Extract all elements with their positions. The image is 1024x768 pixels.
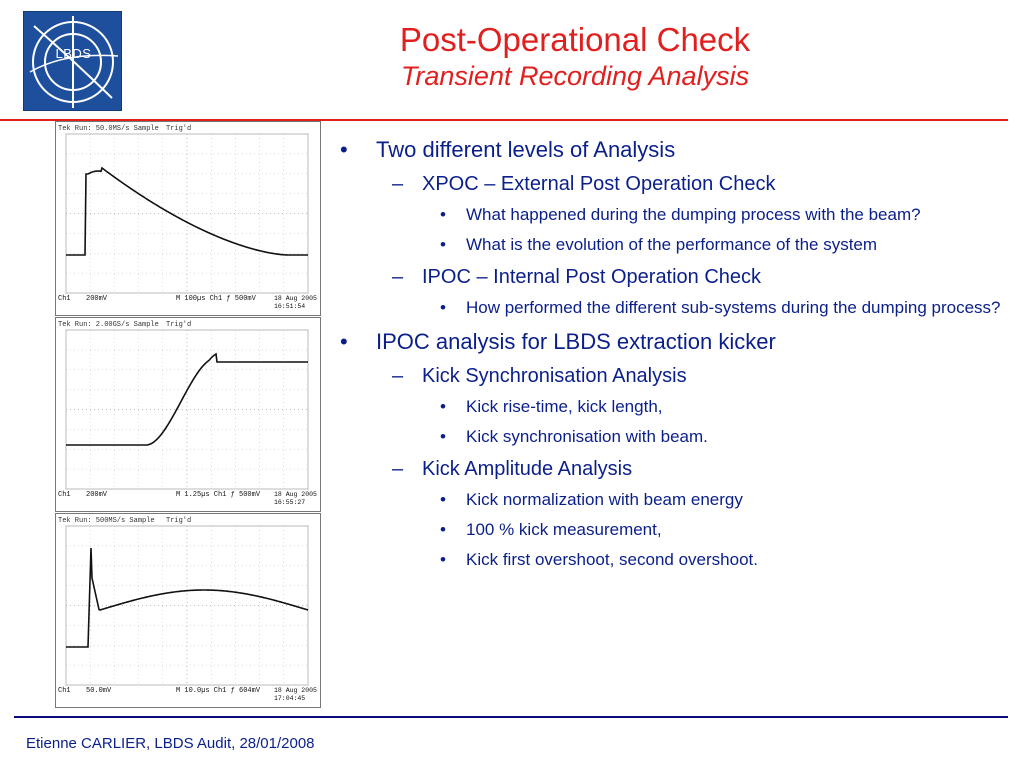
title-subtitle: Transient Recording Analysis bbox=[400, 61, 750, 91]
bullet-list bbox=[338, 136, 1018, 572]
scope-timebase: M 100µs Ch1 ƒ 500mV bbox=[176, 295, 256, 303]
scope-header: Tek Run: 2.00GS/s Sample bbox=[58, 321, 159, 329]
bullet-level2: – Kick Amplitude Analysis bbox=[338, 456, 1018, 482]
scope-timebase: M 1.25µs Ch1 ƒ 500mV bbox=[176, 491, 261, 499]
bullet-level2: – XPOC – External Post Operation Check bbox=[338, 171, 1018, 197]
scope-volts: 200mV bbox=[86, 491, 108, 499]
scope-trig: Trig'd bbox=[166, 517, 192, 525]
bullet-level3: • Kick synchronisation with beam. bbox=[338, 425, 1006, 449]
scope-channel: Ch1 bbox=[58, 295, 71, 303]
bullet-level2: – Kick Synchronisation Analysis bbox=[338, 363, 1018, 389]
bullet-level1: • IPOC analysis for LBDS extraction kicker bbox=[338, 328, 1018, 356]
scope-panel-1 bbox=[55, 121, 321, 316]
scope-volts: 50.0mV bbox=[86, 687, 112, 695]
bullet-level2: – IPOC – Internal Post Operation Check bbox=[338, 264, 1018, 290]
scope-header: Tek Run: 500MS/s Sample bbox=[58, 517, 155, 525]
footer-divider bbox=[14, 716, 1008, 718]
scope-timebase: M 10.0µs Ch1 ƒ 604mV bbox=[176, 687, 261, 695]
bullet-level1: • Two different levels of Analysis bbox=[338, 136, 1018, 164]
scope-trace-chart bbox=[56, 514, 320, 707]
bullet-level3: • Kick first overshoot, second overshoot. bbox=[338, 548, 1006, 572]
scope-channel: Ch1 bbox=[58, 687, 71, 695]
scope-trace-chart bbox=[56, 122, 320, 315]
scope-panel-3 bbox=[55, 513, 321, 708]
scope-volts: 200mV bbox=[86, 295, 108, 303]
scope-channel: Ch1 bbox=[58, 491, 71, 499]
logo-text: LBDS bbox=[55, 46, 92, 61]
scope-date: 18 Aug 2005 bbox=[274, 491, 317, 498]
scope-clock: 17:04:45 bbox=[274, 695, 306, 702]
scope-date: 18 Aug 2005 bbox=[274, 687, 317, 694]
scope-trig: Trig'd bbox=[166, 321, 192, 329]
footer-text: Etienne CARLIER, LBDS Audit, 28/01/2008 bbox=[26, 735, 315, 752]
title-main: Post-Operational Check bbox=[399, 21, 751, 58]
bullet-level3: • How performed the different sub-systems during the dumping process? bbox=[338, 296, 1006, 320]
scope-panel-2 bbox=[55, 317, 321, 512]
scope-clock: 16:55:27 bbox=[274, 499, 306, 506]
bullet-level3: • Kick normalization with beam energy bbox=[338, 488, 1006, 512]
slide-title bbox=[180, 20, 970, 92]
bullet-level3: • Kick rise-time, kick length, bbox=[338, 395, 1006, 419]
logo-emblem-icon bbox=[24, 12, 122, 111]
scope-date: 18 Aug 2005 bbox=[274, 295, 317, 302]
scope-trig: Trig'd bbox=[166, 125, 192, 133]
scope-trace-chart bbox=[56, 318, 320, 511]
bullet-level3: • What is the evolution of the performance of the system bbox=[338, 233, 1006, 257]
lbds-logo bbox=[23, 11, 122, 111]
bullet-level3: • 100 % kick measurement, bbox=[338, 518, 1006, 542]
scope-clock: 16:51:54 bbox=[274, 303, 306, 310]
scope-header: Tek Run: 50.0MS/s Sample bbox=[58, 125, 159, 133]
bullet-level3: • What happened during the dumping process with the beam? bbox=[338, 203, 1006, 227]
